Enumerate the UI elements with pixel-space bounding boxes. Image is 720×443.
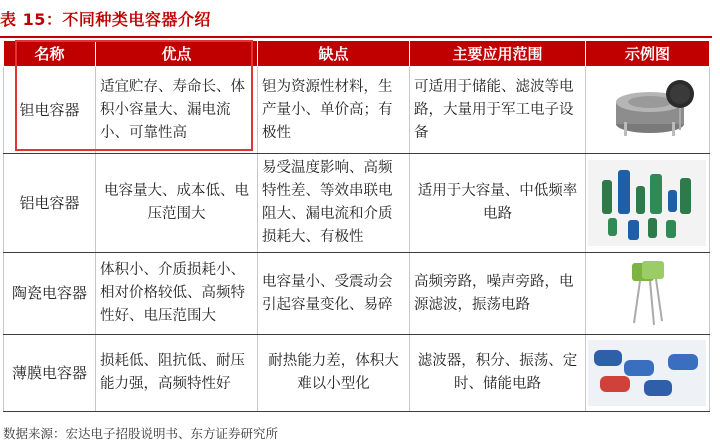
row-apps: 适用于大容量、中低频率电路: [410, 154, 586, 253]
ceramic-capacitor-photo: [586, 253, 710, 335]
row-name: 钽电容器: [4, 67, 96, 154]
table-row: [4, 154, 710, 253]
table-row: [4, 253, 710, 335]
row-pros: 电容量大、成本低、电压范围大: [96, 154, 258, 253]
row-cons: 耐热能力差，体积大难以小型化: [258, 335, 410, 412]
header-image: 示例图: [586, 41, 710, 67]
row-apps: 可适用于储能、滤波等电路，大量用于军工电子设备: [410, 67, 586, 154]
header-pros: 优点: [96, 41, 258, 67]
row-pros: 适宜贮存、寿命长、体积小容量大、漏电流小、可靠性高: [96, 67, 258, 154]
row-apps: 滤波器，积分、振荡、定时、储能电路: [410, 335, 586, 412]
header-cons: 缺点: [258, 41, 410, 67]
header-name: 名称: [4, 41, 96, 67]
row-pros: 损耗低、阻抗低、耐压能力强，高频特性好: [96, 335, 258, 412]
header-apps: 主要应用范围: [410, 41, 586, 67]
table-row: [4, 335, 710, 412]
capacitor-comparison-table: [3, 40, 710, 412]
row-name: 铝电容器: [4, 154, 96, 253]
table-title: 表 15：不同种类电容器介绍: [0, 10, 211, 29]
source-note: 数据来源：宏达电子招股说明书、东方证券研究所: [3, 426, 279, 441]
row-cons: 钽为资源性材料，生产量小、单价高；有极性: [258, 67, 410, 154]
row-pros: 体积小、介质损耗小、相对价格较低、高频特性好、电压范围大: [96, 253, 258, 335]
tantalum-capacitor-photo: [586, 67, 710, 154]
aluminum-capacitor-photo: [586, 154, 710, 253]
film-capacitor-photo: [586, 335, 710, 412]
table-header-row: [4, 41, 710, 67]
row-cons: 易受温度影响、高频特性差、等效串联电阻大、漏电流和介质损耗大、有极性: [258, 154, 410, 253]
row-cons: 电容量小、受震动会引起容量变化、易碎: [258, 253, 410, 335]
title-divider: [0, 36, 712, 38]
row-name: 陶瓷电容器: [4, 253, 96, 335]
row-apps: 高频旁路，噪声旁路，电源滤波，振荡电路: [410, 253, 586, 335]
table-row: [4, 67, 710, 154]
row-name: 薄膜电容器: [4, 335, 96, 412]
